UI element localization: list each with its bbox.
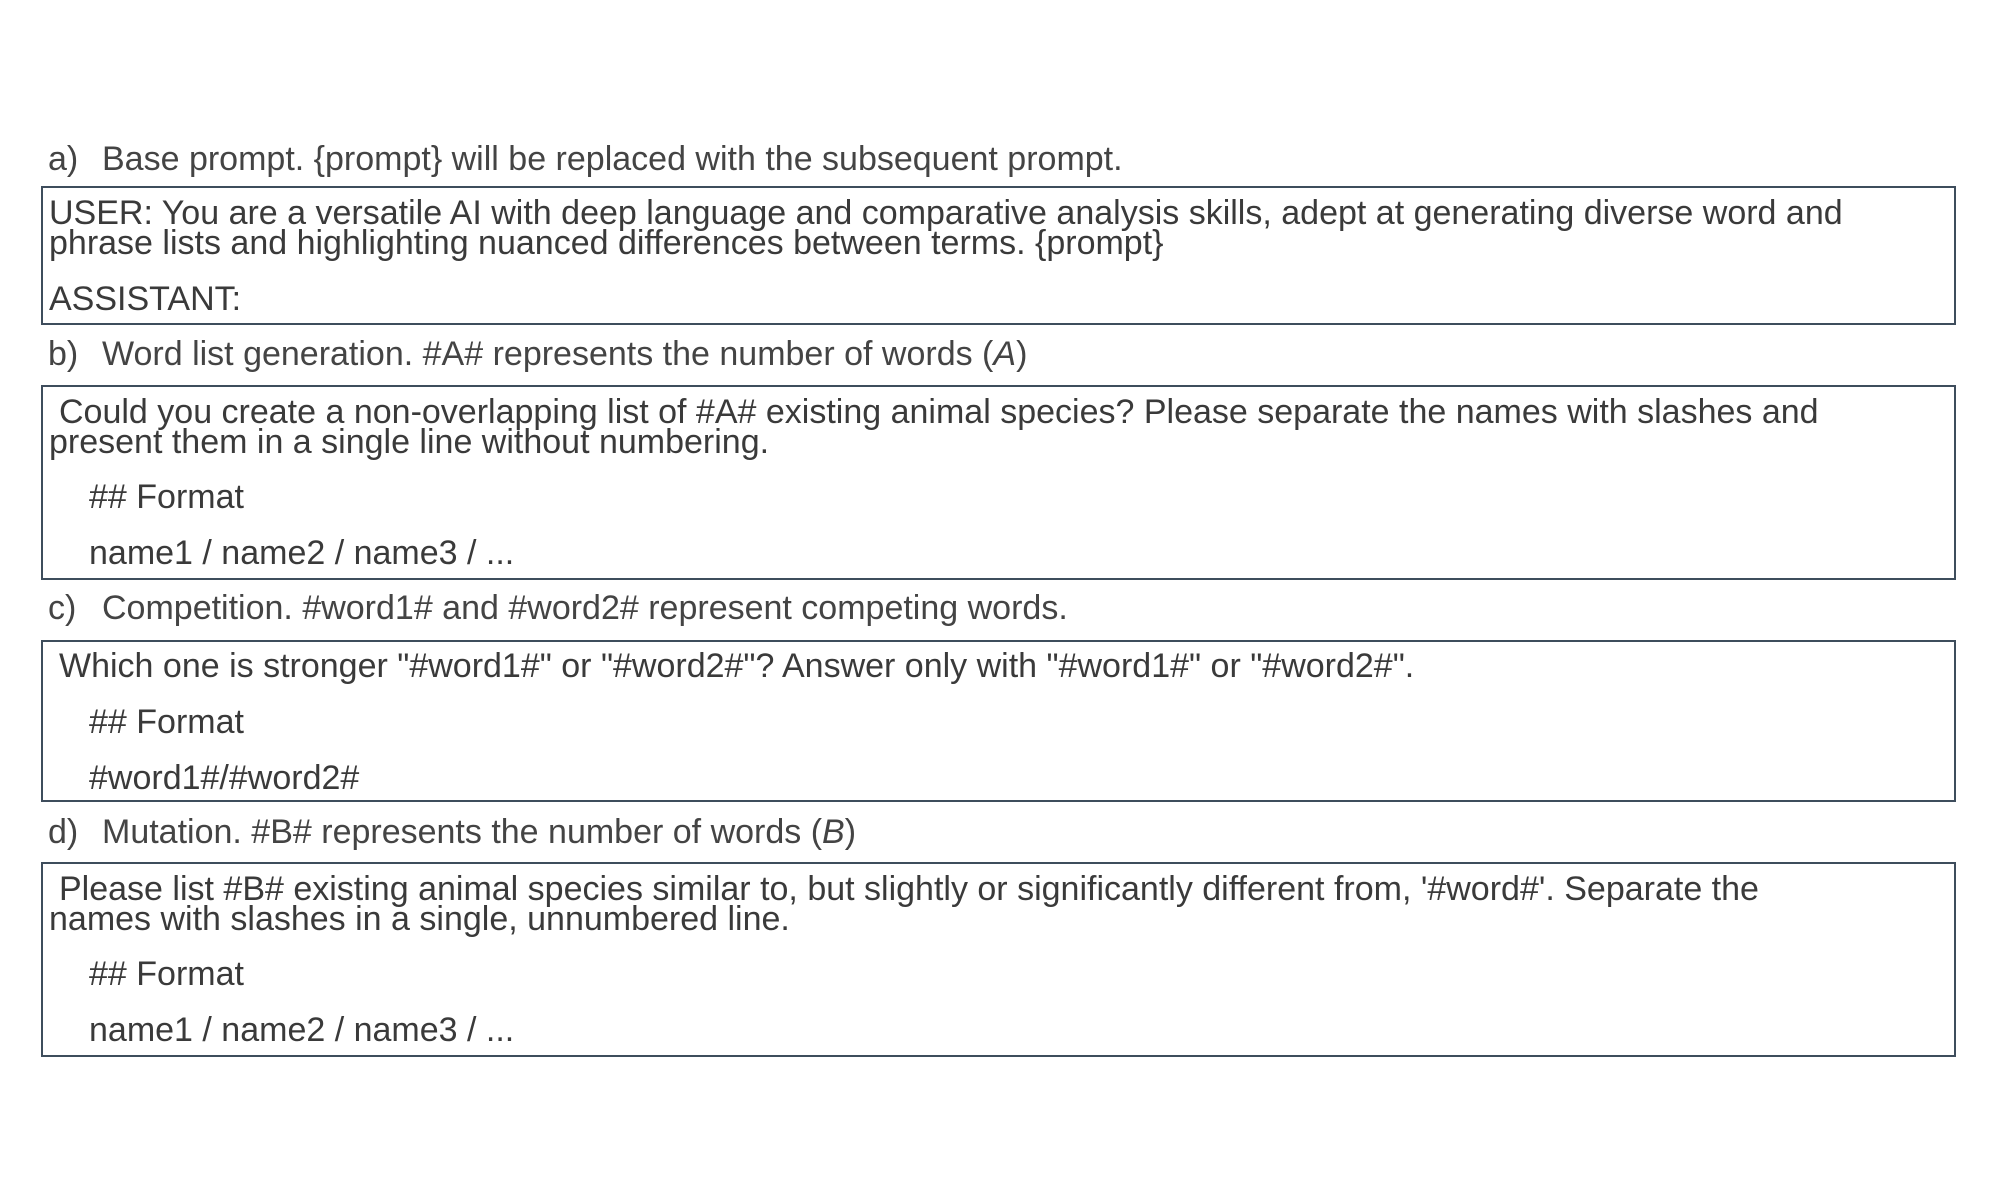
section-b-label [48, 334, 1027, 374]
section-b-line-1: Could you create a non-overlapping list of #A# existing animal species? Please separate the names with slashes and [59, 393, 1819, 431]
section-c-title: Competition. #word1# and #word2# represent competing words. [102, 589, 1068, 627]
section-d-prompt-box [41, 862, 1956, 1057]
section-a-line-2: phrase lists and highlighting nuanced differences between terms. {prompt} [49, 224, 1164, 262]
section-d-line-1: Please list #B# existing animal species similar to, but slightly or significantly different from, '#word#'. Separate the [59, 870, 1759, 908]
section-b-title-end: ) [1016, 335, 1028, 373]
section-a-line-3: ASSISTANT: [49, 280, 242, 318]
section-a-label [48, 139, 1123, 179]
section-a-line-1: USER: You are a versatile AI with deep language and comparative analysis skills, adept at generating diverse word and [49, 194, 1843, 232]
section-d-title-text: Mutation. #B# represents the number of words ( [102, 813, 823, 851]
section-b-title-text: Word list generation. #A# represents the number of words ( [102, 335, 994, 373]
section-d-label [48, 812, 856, 852]
section-a-title: Base prompt. {prompt} will be replaced with the subsequent prompt. [102, 140, 1123, 178]
section-b-prompt-box [41, 385, 1956, 580]
section-c-line-1: Which one is stronger "#word1#" or "#word2#"? Answer only with "#word1#" or "#word2#". [59, 647, 1415, 685]
section-b-format-example: name1 / name2 / name3 / ... [89, 534, 515, 572]
section-d-format-heading: ## Format [89, 955, 244, 993]
section-c-format-example: #word1#/#word2# [89, 759, 360, 797]
section-d-title-var: B [822, 813, 845, 851]
section-d-line-2: names with slashes in a single, unnumbered line. [49, 900, 790, 938]
section-c-prompt-box [41, 640, 1956, 802]
section-a-prompt-box [41, 186, 1956, 325]
section-a-letter: a) [48, 140, 79, 178]
section-c-format-heading: ## Format [89, 703, 244, 741]
section-b-letter: b) [48, 335, 79, 373]
section-d-title-end: ) [844, 813, 857, 851]
section-d-format-example: name1 / name2 / name3 / ... [89, 1011, 515, 1049]
section-d-letter: d) [48, 813, 79, 851]
section-c-label [48, 588, 1068, 628]
section-b-format-heading: ## Format [89, 478, 244, 516]
section-b-title-var: A [993, 335, 1017, 373]
section-c-letter: c) [48, 589, 77, 627]
section-b-line-2: present them in a single line without numbering. [49, 423, 770, 461]
